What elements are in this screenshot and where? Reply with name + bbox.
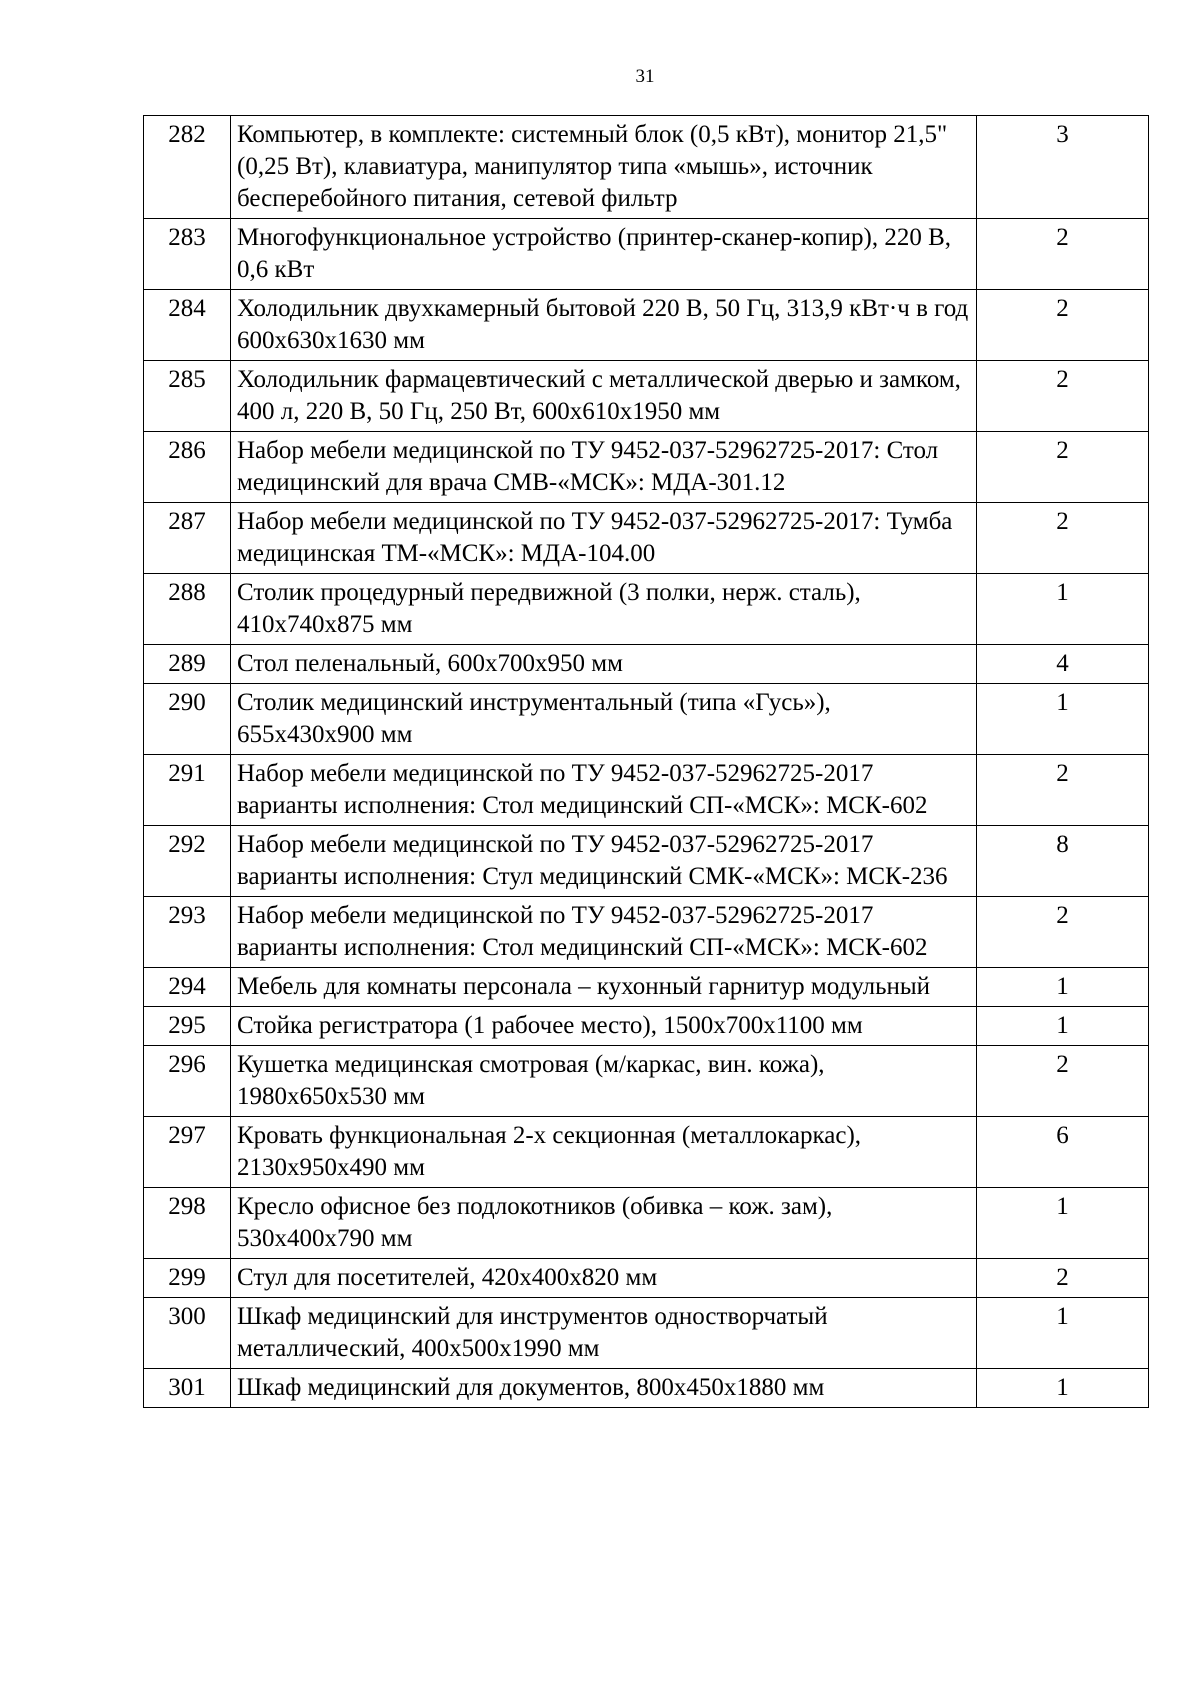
item-name: Набор мебели медицинской по ТУ 9452-037-52962725-2017 варианты исполнения: Стул медицинский СМК-«МСК»: МСК-236 — [231, 826, 977, 897]
table-row — [144, 755, 1149, 826]
row-number: 292 — [144, 826, 231, 897]
item-name: Набор мебели медицинской по ТУ 9452-037-52962725-2017: Тумба медицинская ТМ-«МСК»: МДА-104.00 — [231, 503, 977, 574]
item-name: Стойка регистратора (1 рабочее место), 1500х700х1100 мм — [231, 1007, 977, 1046]
item-quantity: 2 — [977, 361, 1149, 432]
table-row — [144, 968, 1149, 1007]
item-name: Кушетка медицинская смотровая (м/каркас, вин. кожа), 1980х650х530 мм — [231, 1046, 977, 1117]
row-number: 295 — [144, 1007, 231, 1046]
item-name: Холодильник фармацевтический с металлической дверью и замком, 400 л, 220 В, 50 Гц, 250 Вт, 600х610х1950 мм — [231, 361, 977, 432]
item-name: Мебель для комнаты персонала – кухонный гарнитур модульный — [231, 968, 977, 1007]
item-name: Компьютер, в комплекте: системный блок (0,5 кВт), монитор 21,5" (0,25 Вт), клавиатура, манипулятор типа «мышь», источник бесперебойного питания, сетевой фильтр — [231, 116, 977, 219]
row-number: 283 — [144, 219, 231, 290]
table-row — [144, 1046, 1149, 1117]
equipment-table-body — [144, 116, 1149, 1408]
item-quantity: 1 — [977, 574, 1149, 645]
table-row — [144, 1117, 1149, 1188]
row-number: 286 — [144, 432, 231, 503]
table-row — [144, 361, 1149, 432]
item-quantity: 2 — [977, 219, 1149, 290]
item-quantity: 4 — [977, 645, 1149, 684]
item-quantity: 2 — [977, 897, 1149, 968]
table-row — [144, 116, 1149, 219]
row-number: 294 — [144, 968, 231, 1007]
table-row — [144, 1007, 1149, 1046]
row-number: 301 — [144, 1369, 231, 1408]
row-number: 297 — [144, 1117, 231, 1188]
item-quantity: 8 — [977, 826, 1149, 897]
item-name: Шкаф медицинский для инструментов одностворчатый металлический, 400х500х1990 мм — [231, 1298, 977, 1369]
item-name: Кровать функциональная 2-х секционная (металлокаркас), 2130х950х490 мм — [231, 1117, 977, 1188]
item-name: Холодильник двухкамерный бытовой 220 В, 50 Гц, 313,9 кВт·ч в год 600х630х1630 мм — [231, 290, 977, 361]
item-name: Многофункциональное устройство (принтер-сканер-копир), 220 В, 0,6 кВт — [231, 219, 977, 290]
item-name: Столик медицинский инструментальный (типа «Гусь»), 655х430х900 мм — [231, 684, 977, 755]
item-quantity: 1 — [977, 1298, 1149, 1369]
table-row — [144, 219, 1149, 290]
item-quantity: 3 — [977, 116, 1149, 219]
item-name: Набор мебели медицинской по ТУ 9452-037-52962725-2017: Стол медицинский для врача СМВ-«МСК»: МДА-301.12 — [231, 432, 977, 503]
item-name: Набор мебели медицинской по ТУ 9452-037-52962725-2017 варианты исполнения: Стол медицинский СП-«МСК»: МСК-602 — [231, 755, 977, 826]
item-quantity: 2 — [977, 432, 1149, 503]
table-row — [144, 684, 1149, 755]
table-row — [144, 290, 1149, 361]
table-row — [144, 1259, 1149, 1298]
table-row — [144, 826, 1149, 897]
item-quantity: 1 — [977, 968, 1149, 1007]
row-number: 290 — [144, 684, 231, 755]
table-row — [144, 503, 1149, 574]
row-number: 282 — [144, 116, 231, 219]
row-number: 293 — [144, 897, 231, 968]
table-row — [144, 432, 1149, 503]
row-number: 296 — [144, 1046, 231, 1117]
row-number: 289 — [144, 645, 231, 684]
item-name: Набор мебели медицинской по ТУ 9452-037-52962725-2017 варианты исполнения: Стол медицинский СП-«МСК»: МСК-602 — [231, 897, 977, 968]
equipment-table — [143, 115, 1149, 1408]
item-quantity: 2 — [977, 290, 1149, 361]
table-row — [144, 1188, 1149, 1259]
item-quantity: 1 — [977, 1369, 1149, 1408]
item-quantity: 1 — [977, 684, 1149, 755]
item-quantity: 1 — [977, 1188, 1149, 1259]
item-quantity: 2 — [977, 1046, 1149, 1117]
row-number: 298 — [144, 1188, 231, 1259]
row-number: 284 — [144, 290, 231, 361]
item-quantity: 2 — [977, 1259, 1149, 1298]
table-row — [144, 1369, 1149, 1408]
row-number: 288 — [144, 574, 231, 645]
table-row — [144, 645, 1149, 684]
item-name: Шкаф медицинский для документов, 800х450х1880 мм — [231, 1369, 977, 1408]
row-number: 285 — [144, 361, 231, 432]
item-quantity: 2 — [977, 755, 1149, 826]
item-name: Столик процедурный передвижной (3 полки, нерж. сталь), 410х740х875 мм — [231, 574, 977, 645]
row-number: 299 — [144, 1259, 231, 1298]
row-number: 300 — [144, 1298, 231, 1369]
row-number: 287 — [144, 503, 231, 574]
item-quantity: 2 — [977, 503, 1149, 574]
item-name: Кресло офисное без подлокотников (обивка – кож. зам), 530х400х790 мм — [231, 1188, 977, 1259]
item-quantity: 1 — [977, 1007, 1149, 1046]
table-row — [144, 897, 1149, 968]
item-name: Стол пеленальный, 600х700х950 мм — [231, 645, 977, 684]
item-name: Стул для посетителей, 420х400х820 мм — [231, 1259, 977, 1298]
page-number: 31 — [635, 66, 655, 87]
table-row — [144, 574, 1149, 645]
table-row — [144, 1298, 1149, 1369]
row-number: 291 — [144, 755, 231, 826]
item-quantity: 6 — [977, 1117, 1149, 1188]
